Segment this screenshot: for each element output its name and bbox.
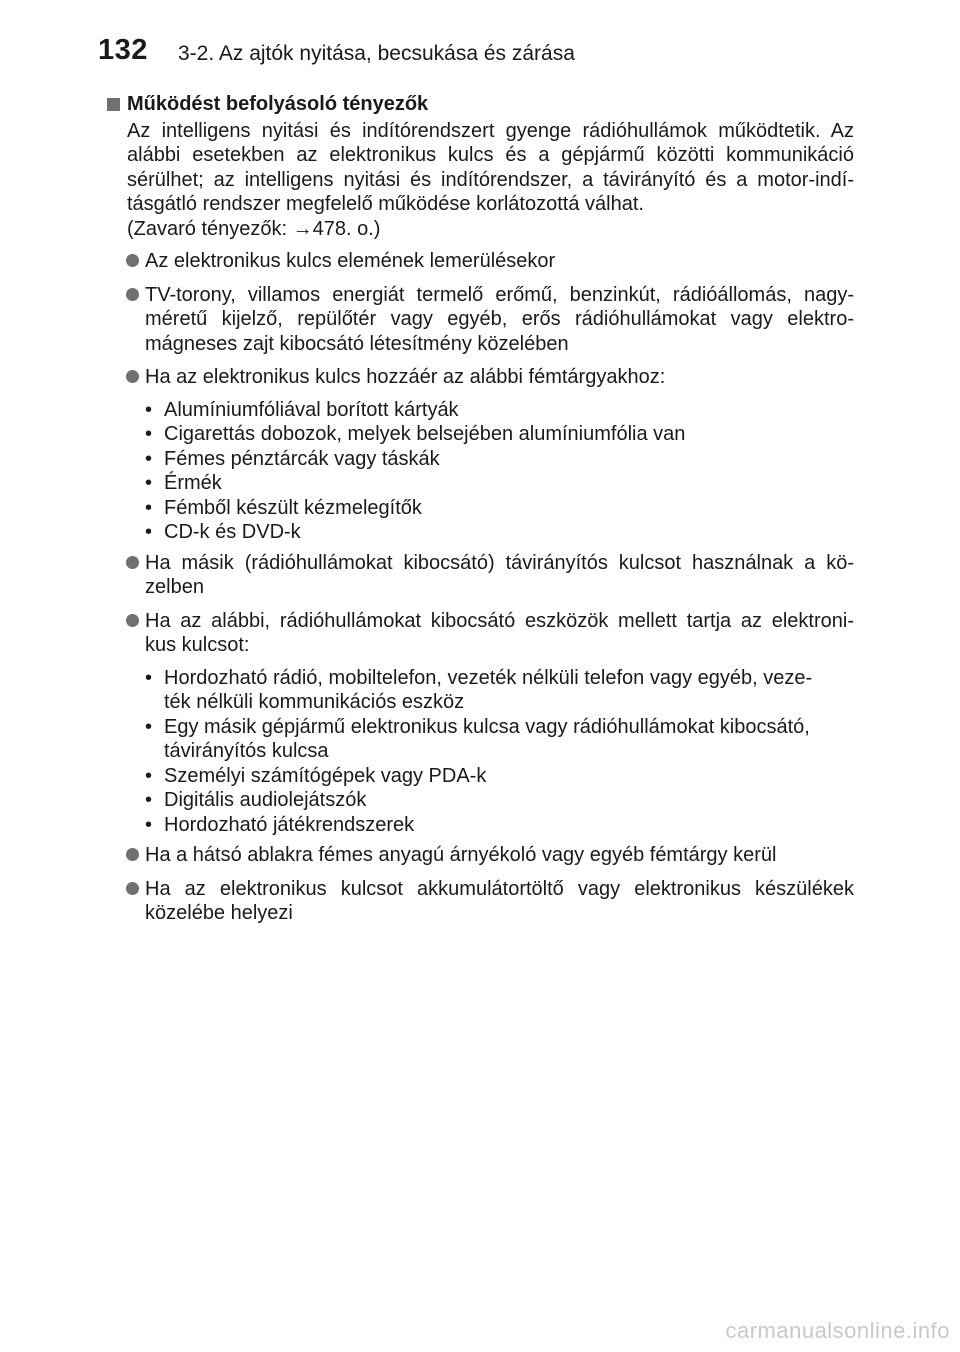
sub-list-item bbox=[107, 715, 854, 764]
square-bullet-icon bbox=[107, 98, 120, 111]
round-bullet-icon bbox=[126, 370, 139, 383]
sub-item-text-line: Digitális audiolejátszók bbox=[164, 789, 367, 811]
watermark: carmanualsonline.info bbox=[725, 1318, 950, 1343]
sub-item-text-line: Érmék bbox=[164, 472, 222, 494]
bullet-text-line: zelben bbox=[145, 576, 204, 598]
round-bullet-icon bbox=[126, 882, 139, 895]
intro-line: Az intelligens nyitási és indítórendszert gyenge rádióhullámok működtetik. Az bbox=[127, 119, 854, 142]
sub-item-text-line: Fémes pénztárcák vagy táskák bbox=[164, 447, 440, 470]
dot-marker-icon: • bbox=[145, 715, 153, 738]
sub-list-item bbox=[107, 788, 854, 813]
sub-item-text-line: Egy másik gépjármű elektronikus kulcsa vagy rádióhullámokat kibocsátó, bbox=[164, 715, 810, 738]
sub-item-text-line: ték nélküli kommunikációs eszköz bbox=[164, 691, 465, 713]
bullet-text-line: mágneses zajt kibocsátó létesítmény közelében bbox=[145, 332, 569, 355]
round-bullet-icon bbox=[126, 614, 139, 627]
dot-marker-icon: • bbox=[145, 472, 153, 494]
dot-marker-icon: • bbox=[145, 666, 153, 689]
bullet-text-line: méretű kijelző, repülőtér vagy egyéb, erős rádióhullámokat vagy elektro- bbox=[145, 308, 854, 330]
sub-item-text-line: Hordozható játékrendszerek bbox=[164, 813, 415, 836]
round-bullet-icon bbox=[126, 556, 139, 569]
bullet-text-line: közelébe helyezi bbox=[145, 902, 293, 924]
bullet-item bbox=[107, 609, 854, 658]
sub-item-text-line: CD-k és DVD-k bbox=[164, 521, 301, 543]
bullet-text-line: Ha a hátsó ablakra fémes anyagú árnyékoló vagy egyéb fémtárgy kerül bbox=[145, 844, 777, 866]
sub-list-item bbox=[107, 398, 854, 423]
sub-item-text-line: Hordozható rádió, mobiltelefon, vezeték nélküli telefon vagy egyéb, veze- bbox=[164, 666, 813, 689]
bullet-text-line: TV-torony, villamos energiát termelő erőmű, benzinkút, rádióállomás, nagy- bbox=[145, 283, 854, 306]
page-number: 132 bbox=[98, 34, 148, 66]
bullet-text-line: Ha az elektronikus kulcsot akkumulátortöltő vagy elektronikus készülékek bbox=[145, 877, 854, 900]
intro-line: sérülhet; az intelligens nyitási és indítórendszer, a távirányító és a motor-indí- bbox=[127, 168, 854, 191]
round-bullet-icon bbox=[126, 288, 139, 301]
dot-marker-icon: • bbox=[145, 398, 153, 421]
sub-list bbox=[107, 398, 854, 545]
sub-list-item bbox=[107, 520, 854, 545]
dot-marker-icon: • bbox=[145, 813, 153, 836]
sub-item-text-line: Alumíniumfóliával borított kártyák bbox=[164, 398, 459, 421]
sub-list-item bbox=[107, 447, 854, 472]
bullet-item bbox=[107, 365, 854, 390]
bullet-list bbox=[107, 249, 854, 926]
page-content bbox=[107, 92, 854, 935]
dot-marker-icon: • bbox=[145, 764, 153, 787]
bullet-item bbox=[107, 877, 854, 926]
page-header bbox=[0, 0, 960, 82]
dot-marker-icon: • bbox=[145, 423, 153, 445]
bullet-text-line: Ha az alábbi, rádióhullámokat kibocsátó eszközök mellett tartja az elektroni- bbox=[145, 609, 854, 632]
subheading bbox=[107, 92, 854, 117]
sub-item-text-line: távirányítós kulcsa bbox=[164, 740, 329, 762]
intro-line: tásgátló rendszer megfelelő működése korlátozottá válhat. bbox=[127, 193, 644, 215]
intro-line: alábbi esetekben az elektronikus kulcs és a gépjármű közötti kommunikáció bbox=[127, 144, 854, 166]
subheading-text: Működést befolyásoló tényezők bbox=[127, 93, 429, 115]
bullet-item bbox=[107, 283, 854, 357]
round-bullet-icon bbox=[126, 848, 139, 861]
sub-list-item bbox=[107, 764, 854, 789]
dot-marker-icon: • bbox=[145, 521, 153, 543]
bullet-item bbox=[107, 249, 854, 274]
sub-item-text-line: Cigarettás dobozok, melyek belsejében alumíniumfólia van bbox=[164, 423, 686, 445]
dot-marker-icon: • bbox=[145, 789, 153, 811]
bullet-text-line: Ha másik (rádióhullámokat kibocsátó) távirányítós kulcsot használnak a kö- bbox=[145, 551, 854, 574]
sub-item-text-line: Személyi számítógépek vagy PDA-k bbox=[164, 764, 487, 787]
bullet-item bbox=[107, 551, 854, 600]
sub-list-item bbox=[107, 666, 854, 715]
sub-list-item bbox=[107, 422, 854, 447]
sub-list-item bbox=[107, 813, 854, 838]
bullet-text-line: Ha az elektronikus kulcs hozzáér az alábbi fémtárgyakhoz: bbox=[145, 366, 666, 388]
sub-item-text-line: Fémből készült kézmelegítők bbox=[164, 496, 422, 519]
sub-list-item bbox=[107, 496, 854, 521]
sub-list-item bbox=[107, 471, 854, 496]
bullet-text-line: kus kulcsot: bbox=[145, 634, 250, 656]
dot-marker-icon: • bbox=[145, 496, 153, 519]
section-title: 3-2. Az ajtók nyitása, becsukása és zárása bbox=[178, 42, 575, 65]
bullet-item bbox=[107, 843, 854, 868]
bullet-text-line: Az elektronikus kulcs elemének lemerülésekor bbox=[145, 250, 556, 272]
dot-marker-icon: • bbox=[145, 447, 153, 470]
intro-line: (Zavaró tényezők: →478. o.) bbox=[127, 217, 381, 240]
intro-paragraph bbox=[107, 119, 854, 242]
round-bullet-icon bbox=[126, 254, 139, 267]
sub-list bbox=[107, 666, 854, 838]
